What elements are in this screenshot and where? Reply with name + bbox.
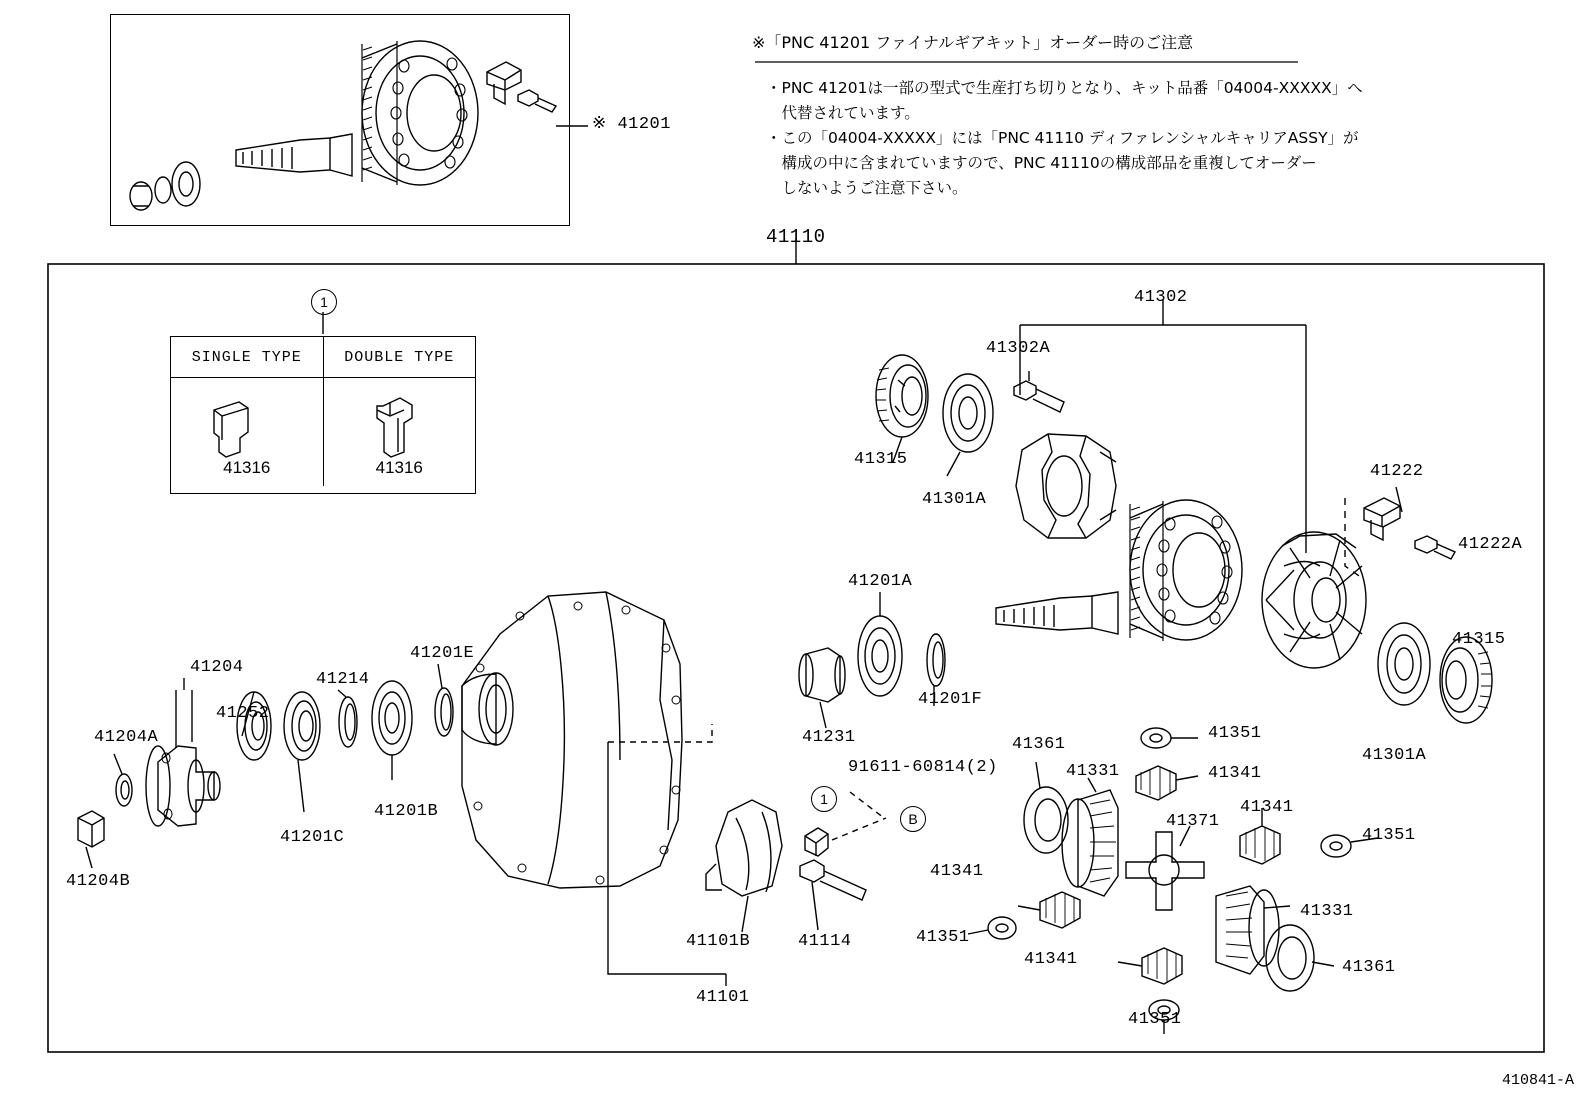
- part-label-41301A-left: 41301A: [922, 490, 987, 509]
- label-41201: ※ 41201: [592, 115, 671, 134]
- part-label-41302A: 41302A: [986, 339, 1051, 358]
- part-label-41351-d: 41351: [1128, 1010, 1182, 1029]
- note-line-3: 構成の中に含まれていますので、PNC 41110の構成部品を重複してオーダー: [766, 154, 1317, 172]
- part-label-41331-right: 41331: [1300, 902, 1354, 921]
- part-label-41201A: 41201A: [848, 572, 913, 591]
- part-label-41201C: 41201C: [280, 828, 345, 847]
- part-label-41222A: 41222A: [1458, 535, 1523, 554]
- callout-circle-1-table: 1: [311, 289, 337, 315]
- type-table: [170, 336, 476, 494]
- note-line-1: 代替されています。: [766, 104, 920, 122]
- callout-circle-b: B: [900, 806, 926, 832]
- part-label-41101B: 41101B: [686, 932, 751, 951]
- part-label-41341-a: 41341: [1208, 764, 1262, 783]
- part-label-41201F: 41201F: [918, 690, 983, 709]
- part-label-41315-right: 41315: [1452, 630, 1506, 649]
- part-label-41114: 41114: [798, 932, 852, 951]
- part-label-41301A-right: 41301A: [1362, 746, 1427, 765]
- type-table-header-double: DOUBLE TYPE: [344, 348, 455, 366]
- part-label-41351-b: 41351: [1362, 826, 1416, 845]
- part-label-41341-b: 41341: [1240, 798, 1294, 817]
- note-title: ※「PNC 41201 ファイナルギアキット」オーダー時のご注意: [752, 33, 1194, 52]
- part-label-41231: 41231: [802, 728, 856, 747]
- part-label-41302: 41302: [1134, 288, 1188, 307]
- note-line-0: ・PNC 41201は一部の型式で生産打ち切りとなり、キット品番「04004-XXXXX」へ: [766, 79, 1363, 97]
- top-inset-box: [110, 14, 570, 226]
- part-label-41204: 41204: [190, 658, 244, 677]
- footer-code: 410841-A: [1501, 1072, 1574, 1089]
- type-table-header-single: SINGLE TYPE: [171, 337, 324, 377]
- part-label-41204B: 41204B: [66, 872, 131, 891]
- part-label-41252: 41252: [216, 704, 270, 723]
- part-label-41204A: 41204A: [94, 728, 159, 747]
- type-table-value-double: 41316: [375, 458, 423, 477]
- part-label-41361-left: 41361: [1012, 735, 1066, 754]
- part-label-41331-left: 41331: [1066, 762, 1120, 781]
- part-label-41361-right: 41361: [1342, 958, 1396, 977]
- part-label-41371: 41371: [1166, 812, 1220, 831]
- part-label-41315-left: 41315: [854, 450, 908, 469]
- part-label-91611-60814: 91611-60814(2): [848, 758, 998, 777]
- part-label-41214: 41214: [316, 670, 370, 689]
- type-table-value-single: 41316: [171, 378, 324, 486]
- part-label-41341-d: 41341: [1024, 950, 1078, 969]
- callout-circle-1-clip: 1: [811, 786, 837, 812]
- note-line-4: しないようご注意下さい。: [766, 179, 968, 197]
- label-41110: 41110: [766, 226, 826, 248]
- part-label-41101: 41101: [696, 988, 750, 1007]
- part-label-41351-a: 41351: [1208, 724, 1262, 743]
- part-label-41351-c: 41351: [916, 928, 970, 947]
- note-line-2: ・この「04004-XXXXX」には「PNC 41110 ディファレンシャルキャリアASSY」が: [766, 129, 1359, 147]
- part-label-41201B: 41201B: [374, 802, 439, 821]
- part-label-41222: 41222: [1370, 462, 1424, 481]
- part-label-41341-c: 41341: [930, 862, 984, 881]
- part-label-41201E: 41201E: [410, 644, 475, 663]
